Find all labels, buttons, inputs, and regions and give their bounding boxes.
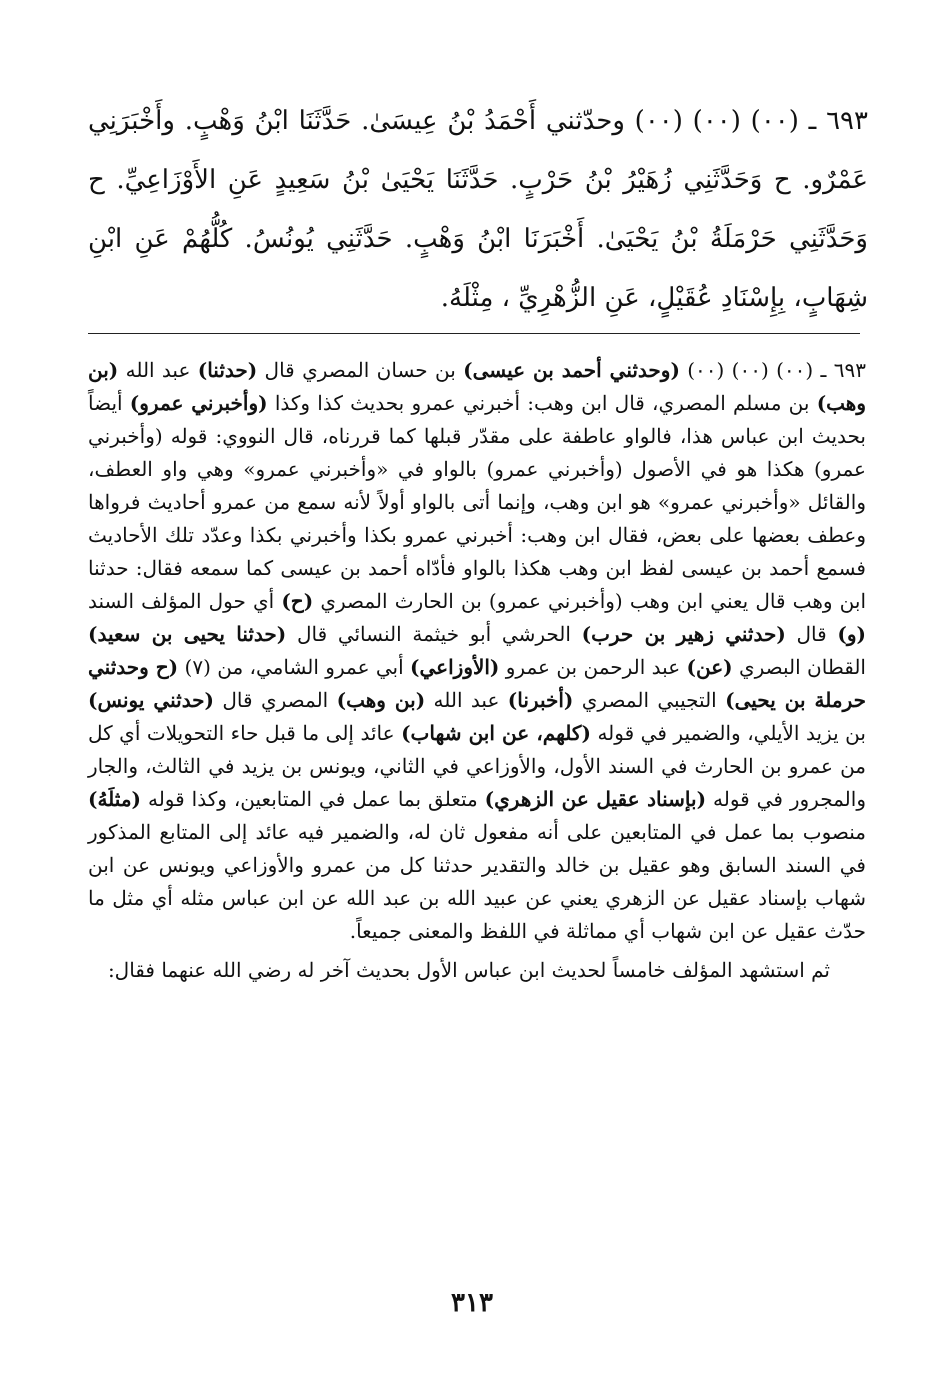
commentary-text: أي حول المؤلف السند [88,589,282,613]
commentary-text: قال [785,622,838,646]
commentary-text: ٦٩٣ ـ (٠٠) (٠٠) (٠٠) [679,358,866,382]
commentary-text: بن مسلم المصري، قال ابن وهب: أخبرني عمرو بحديث كذا وكذا [267,391,817,415]
bold-quote: (حدثني يونس) [88,688,215,712]
commentary-text: عبد الله [118,358,198,382]
commentary-text: التجيبي المصري [573,688,726,712]
bold-quote: (مثلَهُ) [88,787,142,811]
commentary-paragraph [88,354,866,948]
bold-quote: (حدثني زهير بن حرب) [581,622,786,646]
hadith-text [88,92,868,328]
commentary-text: عائد إلى ما قبل حاء التحويلات أي كل من عمرو بن الحارث في السند الأول، والأوزاعي في الثاني، ويونس بن يزيد في الثالث، والجار والمجرور في قوله [88,721,867,811]
commentary-text: أبي عمرو الشامي، من (٧) [178,655,411,679]
commentary-text: بن يزيد الأيلي، والضمير في قوله [590,721,866,745]
bold-quote: (حدثنا يحيى بن سعيد) [88,622,287,646]
bold-quote: (بإسناد عقيل عن الزهري) [484,787,707,811]
commentary-text: الحرشي أبو خيثمة النسائي قال [286,622,582,646]
bold-quote: (كلهم، عن ابن شهاب) [401,721,591,745]
bold-quote: (الأوزاعي) [410,655,500,679]
commentary-text: القطان البصري [732,655,866,679]
page-number: ٣١٣ [451,1288,493,1318]
commentary-text: أيضاً بحديث ابن عباس هذا، فالواو عاطفة على مقدّر قبلها كما قررناه، قال النووي: قوله (وأخبرني عمرو) هكذا هو في الأصول (وأخبرني عمرو) بالواو في «وأخبرني عمرو» وهي واو العطف، والقائل «وأخبرني عمرو» هو ابن وهب، وإنما أتى بالواو أولاً لأنه سمع من عمرو أحاديث فرواها وعطف بعضها على بعض، فقال ابن وهب: أخبرني عمرو بكذا وأخبرني بكذا وعدّد تلك الأحاديث فسمع أحمد بن عيسى لفظ ابن وهب هكذا بالواو فأدّاه أحمد بن عيسى كما سمعه فقال: حدثنا ابن وهب قال يعني ابن وهب (وأخبرني عمرو) بن الحارث المصري [88,391,867,613]
commentary-section [88,354,866,987]
hadith-paragraph: ٦٩٣ ـ (٠٠) (٠٠) (٠٠) وحدّثني أَحْمَدُ بْنُ عِيسَىٰ. حَدَّثَنَا ابْنُ وَهْبٍ. وأَخْبَرَنِي عَمْرٌو. ح وَحَدَّثَنِي زُهَيْرُ بْنُ حَرْبٍ. حَدَّثَنَا يَحْيَىٰ بْنُ سَعِيدٍ عَنِ الأَوْزَاعِيِّ. ح وَحَدَّثَنِي حَرْمَلَةُ بْنُ يَحْيَىٰ. أَخْبَرَنَا ابْنُ وَهْبٍ. حَدَّثَنِي يُونُسُ. كُلُّهُمْ عَنِ ابْنِ شِهَابٍ، بِإِسْنَادِ عُقَيْلٍ، عَنِ الزُّهْرِيِّ ، مِثْلَهُ. [88,106,868,313]
bold-quote: (وحدثني أحمد بن عيسى) [463,358,680,382]
footnote-divider [88,333,860,334]
commentary-closing: ثم استشهد المؤلف خامساً لحديث ابن عباس الأول بحديث آخر له رضي الله عنهما فقال: [107,958,830,982]
commentary-text: عبد الله [425,688,508,712]
commentary-text: المصري قال [214,688,337,712]
bold-quote: (بن وهب) [88,358,866,415]
bold-quote: (و) [837,622,866,646]
bold-quote: (أخبرنا) [507,688,574,712]
bold-quote: (ح وحدثني حرملة بن يحيى) [88,655,866,712]
commentary-text: منصوب بما عمل في المتابعين على أنه مفعول ثان له، والضمير فيه عائد إلى المتابع المذكور في السند السابق وهو عقيل بن خالد والتقدير حدثنا كل من عمرو والأوزاعي ويونس عن ابن شهاب بإسناد عقيل عن الزهري يعني عن عبيد الله بن عبد الله عن ابن عباس مثله أي مثل ما حدّث عقيل عن ابن شهاب أي مماثلة في اللفظ والمعنى جميعاً. [88,820,866,943]
bold-quote: (عن) [686,655,733,679]
bold-quote: (بن وهب) [336,688,426,712]
commentary-text: بن حسان المصري قال [257,358,464,382]
bold-quote: (وأخبرني عمرو) [129,391,268,415]
bold-quote: (ح) [281,589,314,613]
commentary-text: عبد الرحمن بن عمرو [499,655,687,679]
bold-quote: (حدثنا) [197,358,258,382]
commentary-text: متعلق بما عمل في المتابعين، وكذا قوله [141,787,485,811]
